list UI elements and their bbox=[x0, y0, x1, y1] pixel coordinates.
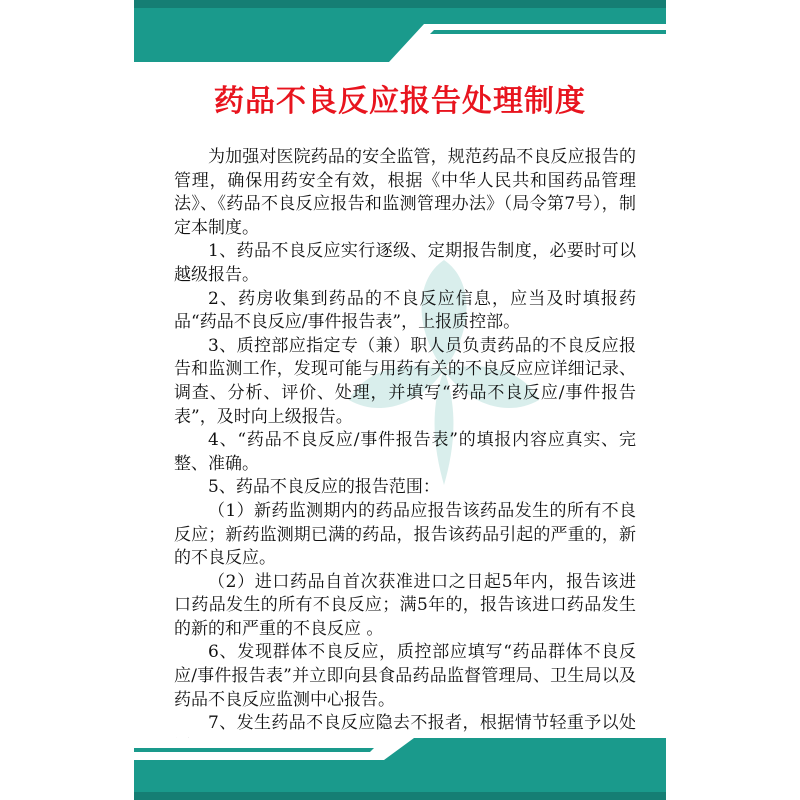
clause-2: 2、药房收集到药品的不良反应信息，应当及时填报药品“药品不良反应/事件报告表”，上报质控部。 bbox=[174, 288, 636, 333]
top-decorative-band bbox=[134, 0, 666, 62]
clause-5-item-1: （1）新药监测期内的药品应报告该药品发生的所有不良反应；新药监测期已满的药品，报告该药品引起的严重的，新的不良反应。 bbox=[174, 500, 636, 569]
regulation-body bbox=[174, 146, 636, 759]
poster bbox=[134, 0, 666, 800]
clause-6: 6、发现群体不良反应，质控部应填写“药品群体不良反应/事件报告表”并立即向县食品药品监督管理局、卫生局以及药品不良反应监测中心报告。 bbox=[174, 642, 636, 710]
clause-3: 3、质控部应指定专（兼）职人员负责药品的不良反应报告和监测工作，发现可能与用药有关的不良反应应详细记录、调查、分析、评价、处理，并填写“药品不良反应/事件报告表”，及时向上级报告。 bbox=[174, 335, 636, 427]
clause-4: 4、“药品不良反应/事件报告表”的填报内容应真实、完整、准确。 bbox=[174, 430, 636, 474]
page-title: 药品不良反应报告处理制度 bbox=[214, 84, 586, 119]
clause-7: 7、发生药品不良反应隐去不报者，根据情节轻重予以处 bbox=[208, 713, 636, 734]
clause-5-item-2: （2）进口药品自首次获准进口之日起5年内，报告该进口药品发生的所有不良反应；满5年的，报告该进口药品发生的新的和严重的不良反应 。 bbox=[174, 571, 636, 639]
clause-1: 1、药品不良反应实行逐级、定期报告制度，必要时可以越级报告。 bbox=[174, 241, 636, 285]
bottom-decorative-band bbox=[134, 738, 666, 800]
intro-paragraph: 为加强对医院药品的安全监管，规范药品不良反应报告的管理，确保用药安全有效，根据《中华人民共和国药品管理法》、《药品不良反应报告和监测管理办法》（局令第7号），制定本制度。 bbox=[174, 147, 636, 238]
clause-5: 5、药品不良反应的报告范围： bbox=[208, 477, 440, 498]
